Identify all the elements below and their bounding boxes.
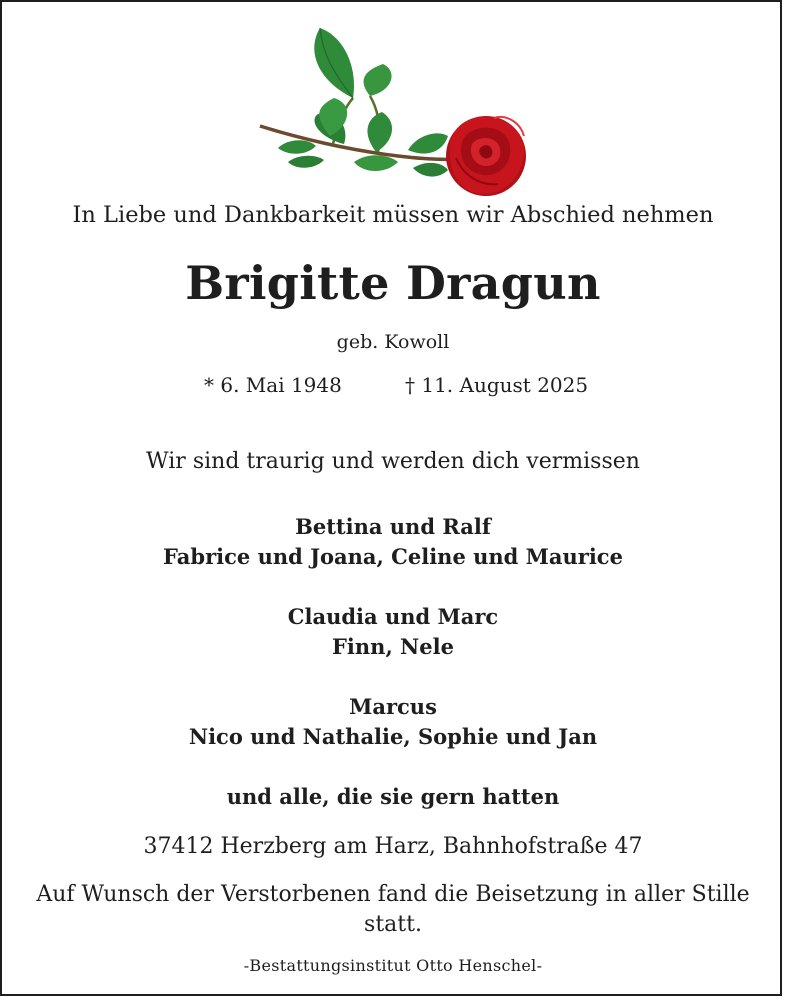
family-line: Claudia und Marc [287, 604, 499, 629]
undertaker-name: -Bestattungsinstitut Otto Henschel- [243, 956, 543, 975]
intro-text: In Liebe und Dankbarkeit müssen wir Abschied nehmen [72, 202, 714, 228]
maiden-name: geb. Kowoll [336, 331, 450, 353]
red-rose-icon [258, 26, 530, 206]
family-line: Finn, Nele [332, 634, 454, 659]
life-dates [0, 373, 786, 407]
motto-text: Wir sind traurig und werden dich vermissen [146, 449, 640, 474]
family-line: Bettina und Ralf [295, 514, 491, 539]
birth-date: * 6. Mai 1948 [204, 373, 342, 397]
burial-note: Auf Wunsch der Verstorbenen fand die Beisetzung in aller Stille statt. [36, 882, 750, 937]
family-line: Fabrice und Joana, Celine und Maurice [163, 544, 623, 569]
family-line: und alle, die sie gern hatten [226, 784, 560, 809]
family-line: Nico und Nathalie, Sophie und Jan [188, 724, 598, 749]
death-date: † 11. August 2025 [405, 373, 589, 397]
address-text: 37412 Herzberg am Harz, Bahnhofstraße 47 [143, 834, 643, 859]
family-line: Marcus [349, 694, 437, 719]
deceased-name: Brigitte Dragun [185, 256, 601, 310]
